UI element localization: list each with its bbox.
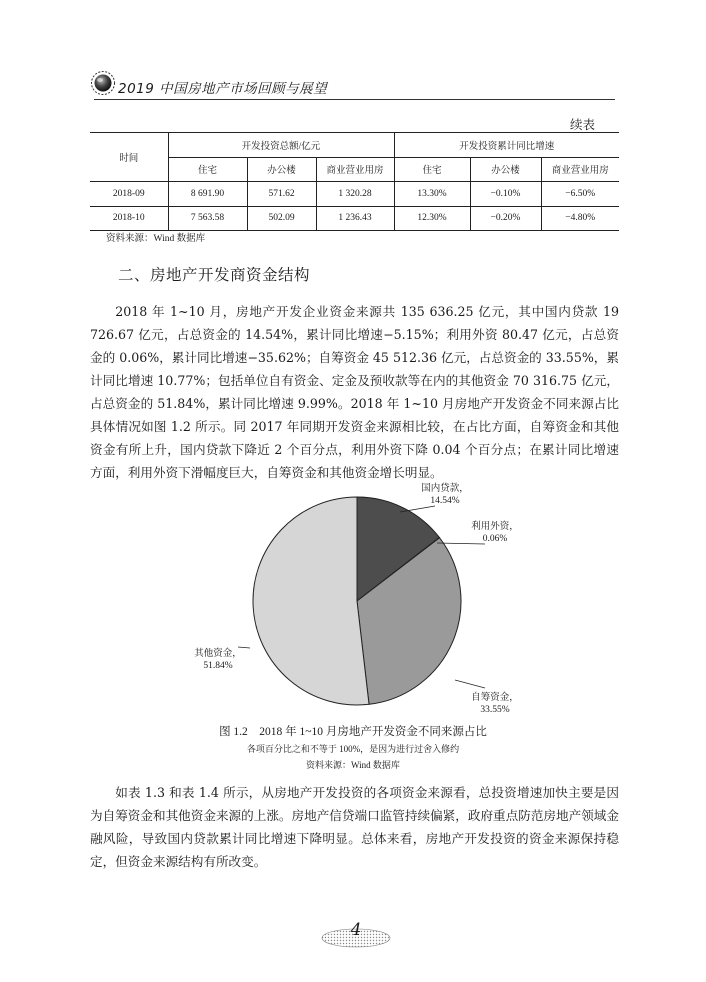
pie-value-other-funds: 51.84%: [203, 661, 233, 671]
pie-label-other-funds: 其他资金，: [194, 649, 242, 659]
table-header-group-amount: 开发投资总额/亿元: [168, 133, 394, 158]
table-cell: −0.10%: [470, 182, 541, 207]
table-cell: 502.09: [247, 206, 316, 231]
table-subheader: 办公楼: [470, 157, 541, 182]
header-title: 2019 中国房地产市场回顾与展望: [118, 81, 328, 97]
table-cell: 13.30%: [394, 182, 470, 207]
table-cell: −4.80%: [541, 206, 619, 231]
table-source: 资料来源：Wind 数据库: [106, 234, 206, 244]
pie-value-domestic-loans: 14.54%: [430, 496, 460, 506]
section-title: 二、房地产开发商资金结构: [118, 266, 311, 284]
table-cell: 12.30%: [394, 206, 470, 231]
table-cell: 7 563.58: [168, 206, 247, 231]
table-subheader: 商业营业用房: [316, 157, 394, 182]
pie-value-foreign-investment: 0.06%: [482, 534, 508, 544]
figure-note: 各项百分比之和不等于 100%，是因为进行过舍入修约: [246, 744, 460, 754]
pie-label-domestic-loans: 国内贷款，: [421, 484, 469, 494]
page-number-badge: [318, 918, 394, 950]
body-paragraph: 如表 1.3 和表 1.4 所示，从房地产开发投资的各项资金来源看，总投资增速加快主要是因为自筹资金和其他资金来源的上涨。房地产信贷端口监管持续偏紧，政府重点防范房地产领域金融风险，导致国内贷款累计同比增速下降明显。总体来看，房地产开发投资的资金来源保持稳定，但资金来源结构有所改变。: [90, 785, 619, 869]
pie-value-self-raised-funds: 33.55%: [480, 705, 510, 715]
table-subheader: 办公楼: [247, 157, 316, 182]
table-cell: 2018-09: [90, 182, 168, 207]
table-cell: −6.50%: [541, 182, 619, 207]
table-cell: 571.62: [247, 182, 316, 207]
table-header-time: 时间: [90, 133, 168, 182]
table-header-group-growth: 开发投资累计同比增速: [394, 133, 619, 158]
figure-caption: 图 1.2 2018 年 1~10 月房地产开发资金不同来源占比: [219, 726, 487, 738]
table-cell: 8 691.90: [168, 182, 247, 207]
table-cell: 2018-10: [90, 206, 168, 231]
table-continued-label: 续表: [570, 117, 596, 132]
table-cell: 1 320.28: [316, 182, 394, 207]
pie-label-self-raised-funds: 自筹资金，: [471, 693, 519, 703]
table-subheader: 商业营业用房: [541, 157, 619, 182]
page-number: 4: [350, 920, 362, 940]
pie-leader-line: [455, 680, 485, 688]
table-cell: −0.20%: [470, 206, 541, 231]
table-subheader: 住宅: [168, 157, 247, 182]
table-subheader: 住宅: [394, 157, 470, 182]
pie-label-foreign-investment: 利用外资，: [471, 522, 519, 532]
pie-leader-line: [238, 647, 250, 648]
pie-slice-other-funds: [253, 497, 369, 705]
body-paragraph: 2018 年 1~10 月，房地产开发企业资金来源共 135 636.25 亿元，其中国内贷款 19 726.67 亿元，占总资金的 14.54%，累计同比增速−5.15%；利用外资 80.47 亿元，占总资金的 0.06%，累计同比增速−35.62%；自筹资金 45 512.36 亿元，占总资金的 33.55%，累计同比增速 10.77%；包括单位自有资金、定金及预收款等在内的其他资金 70 316.75 亿元，占总资金的 51.84%，累计同比增速 9.99%。2018 年 1~10 月房地产开发资金不同来源占比具体情况如图 1.2 所示。同 2017 年同期开发资金来源相比较，在占比方面，自筹资金和其他资金有所上升，国内贷款下降近 2 个百分点，利用外资下降 0.04 个百分点；在累计同比增速方面，利用外资下滑幅度巨大，自筹资金和其他资金增长明显。: [90, 304, 619, 480]
table-cell: 1 236.43: [316, 206, 394, 231]
figure-source: 资料来源：Wind 数据库: [306, 760, 400, 770]
